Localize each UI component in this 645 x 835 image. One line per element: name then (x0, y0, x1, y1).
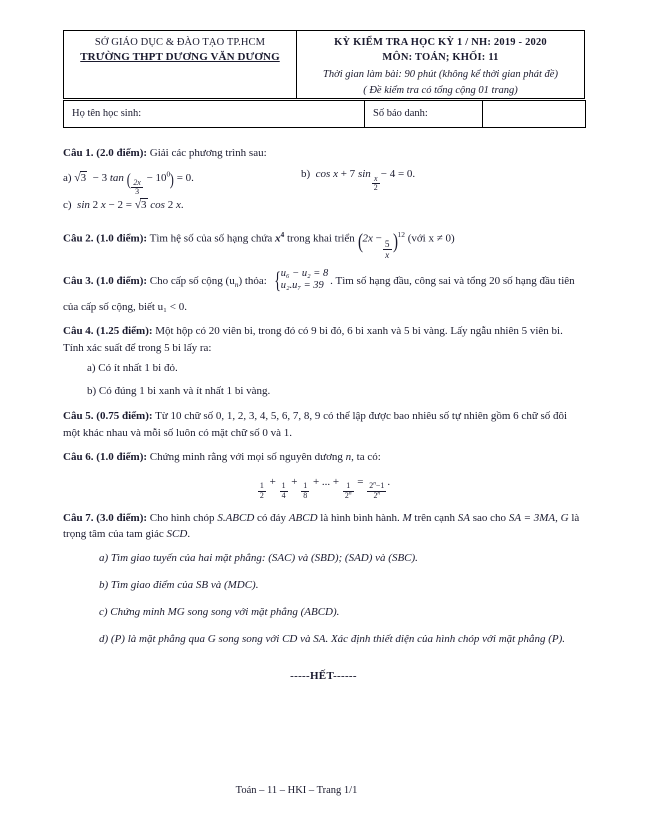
question-7-label: Câu 7. (3.0 điểm): (63, 511, 148, 524)
student-code-label: Số báo danh: (373, 108, 428, 119)
binom-power: 12 (397, 230, 405, 240)
page-footer: Toán – 11 – HKI – Trang 1/1 (235, 785, 358, 796)
question-4b: b) Có đúng 1 bi xanh và ít nhất 1 bi vàng. (87, 385, 271, 398)
question-2-exp: 4 (280, 230, 285, 240)
fraction-x-over-2: $\frac{x}{2}$ (373, 173, 378, 192)
question-3-label: Câu 3. (1.0 điểm): (63, 274, 148, 287)
question-1-row-ab (63, 164, 584, 196)
department-name: SỞ GIÁO DỤC & ĐÀO TẠO TP.HCM (94, 37, 266, 48)
question-2-text-2: trong khai triển (286, 233, 355, 246)
question-7a: a) Tìm giao tuyến của hai mặt phẳng: (SAC) và (SBD); (SAD) và (SBC). (99, 551, 418, 564)
student-info-row (64, 101, 586, 128)
exam-title: KỲ KIỂM TRA HỌC KỲ 1 / NH: 2019 - 2020 (334, 37, 547, 48)
binom-right-paren: ) (392, 229, 398, 254)
question-4a: a) Có ít nhất 1 bi đỏ. (87, 362, 178, 375)
exam-duration: Thời gian làm bài: 90 phút (không kể thời gian phát đề) (323, 69, 558, 81)
question-6-label: Câu 6. (1.0 điểm): (63, 451, 148, 464)
fraction-2n-minus-1-over-2n: $\frac{2^n-1}{2^n}$ (369, 480, 385, 500)
question-7-text-8: . (187, 528, 191, 541)
question-7-base: ABCD (288, 511, 318, 524)
question-2 (63, 217, 584, 265)
question-7-triangle: SCD (166, 528, 188, 541)
school-name: TRƯỜNG THPT DƯƠNG VĂN DƯƠNG (80, 51, 280, 64)
question-7-text-5: sao cho (472, 511, 507, 524)
school-info-cell (64, 31, 297, 99)
system-equation-1: u₆ − u₂ = 8 (280, 267, 329, 279)
fraction-1-over-4: $\frac{1}{4}$ (281, 481, 286, 500)
question-3-text-2: ) thỏa: (238, 274, 267, 287)
binom-left-paren: ( (357, 229, 363, 254)
question-7b: b) Tìm giao điểm của SB và (MDC). (99, 578, 259, 591)
question-3-text-1: Cho cấp số cộng (u (149, 274, 235, 287)
question-6-formula: $\frac{1}{2}$ + $\frac{1}{4}$ + $\frac{1}{8}$ + ... + $\frac{1}{2^n}$ = $\frac{2^n-1}{2^n}$ . (259, 475, 391, 500)
question-2-condition: (với x ≠ 0) (407, 233, 455, 246)
question-2-var: x (275, 233, 281, 246)
question-5 (63, 408, 584, 441)
left-paren: ( (126, 169, 131, 189)
question-7-figure: S.ABCD (217, 511, 255, 524)
binom-minus: − (375, 233, 382, 246)
question-7c: c) Chứng minh MG song song với mặt phẳng (ABCD). (99, 605, 340, 618)
student-code-input-cell[interactable] (483, 101, 586, 128)
question-4 (63, 323, 584, 356)
exam-subject: MÔN: TOÁN; KHỐI: 11 (382, 51, 499, 63)
question-3-seq-index: n (234, 279, 239, 289)
student-code-cell (365, 101, 483, 128)
questions-container (63, 146, 584, 693)
question-1 (63, 146, 584, 162)
question-7 (63, 510, 584, 543)
question-1-stem: Giải các phương trình sau: (149, 147, 267, 159)
fraction-1-over-2n: $\frac{1}{2^n}$ (344, 481, 352, 500)
question-7-text-6: , (555, 511, 558, 524)
question-7-text-7: là trọng tâm của tam giác (63, 511, 580, 541)
question-5-label: Câu 5. (0.75 điểm): (63, 410, 153, 423)
left-brace-icon: { (273, 267, 281, 294)
question-7d-text: d) (P) là mặt phẳng qua G song song với CD và SA. Xác định thiết diện của hình chóp với mặt phẳng (P). (99, 632, 566, 645)
question-2-label: Câu 2. (1.0 điểm): (63, 233, 148, 246)
question-4-label: Câu 4. (1.25 điểm): (63, 325, 153, 338)
exam-page-count: ( Đề kiểm tra có tổng cộng 01 trang) (363, 84, 518, 96)
system-equation-2: u₂.u₇ = 39 (280, 280, 324, 292)
end-marker: -----HẾT------ (290, 669, 357, 682)
exam-info-cell (297, 31, 585, 99)
question-1b: b) cos x + 7 sin $\frac{x}{2}$ − 4 = 0. (301, 167, 416, 192)
student-name-cell[interactable] (64, 101, 365, 128)
question-7d (63, 626, 584, 653)
fraction-2x-over-3: $\frac{2x}{3}$ (133, 177, 141, 197)
sqrt-3-icon: √3 (74, 172, 87, 185)
question-6-text-before: Chứng minh rằng với mọi số nguyên dương n, ta có: (149, 451, 381, 464)
question-7-point-m: M (402, 511, 412, 524)
question-5-text: Từ 10 chữ số 0, 1, 2, 3, 4, 5, 6, 7, 8, 9 có thể lập được bao nhiêu số tự nhiên gồm 6 chữ số đôi một khác nhau và mỗi số luôn có mặt chữ số 0 và 1. (63, 410, 568, 439)
question-7-text-3: là hình bình hành. (320, 511, 400, 524)
exam-header-table (63, 30, 585, 99)
question-3-text-3: . Tìm số hạng đầu, công sai và tổng 20 số hạng đầu tiên của cấp số cộng, biết u₁ < 0. (63, 274, 575, 314)
equation-system (272, 268, 329, 294)
question-7-text-2: có đáy (257, 511, 287, 524)
question-1c: c) sin 2 x − 2 = √3 cos 2 x. (63, 196, 584, 215)
question-1a: a) √3 − 3 tan ( $\frac{2x}{3}$ − $10^0) = 0$. (63, 172, 194, 184)
question-2-text-1: Tìm hệ số của số hạng chứa (149, 233, 273, 246)
student-name-label: Họ tên học sinh: (72, 108, 142, 119)
header-top-row (64, 31, 585, 99)
question-6 (63, 449, 584, 466)
question-4-text: Một hộp có 20 viên bi, trong đó có 9 bi đỏ, 6 bi xanh và 5 bi vàng. Lấy ngẫu nhiên 5 viên bi. Tính xác suất để trong 5 bi lấy ra: (63, 325, 563, 354)
student-code-blank (483, 101, 585, 108)
question-1-label: Câu 1. (2.0 điểm): (63, 147, 148, 159)
sqrt-3-icon-2: √3 (134, 199, 147, 212)
fraction-5-over-x: $\frac{5}{x}$ (384, 238, 390, 260)
binom-first-term: 2x (362, 233, 373, 246)
question-3 (63, 268, 584, 322)
fraction-1-over-2: $\frac{1}{2}$ (259, 481, 264, 500)
question-7-edge-sa: SA (457, 511, 471, 524)
fraction-1-over-8: $\frac{1}{8}$ (303, 481, 308, 500)
question-7-text-1: Cho hình chóp (149, 511, 215, 524)
question-7-point-g: G (560, 511, 569, 524)
question-7-text-4: trên cạnh (414, 511, 456, 524)
question-7-relation: SA = 3MA (508, 511, 556, 524)
student-info-table (63, 100, 586, 128)
right-paren: ) (170, 169, 175, 189)
